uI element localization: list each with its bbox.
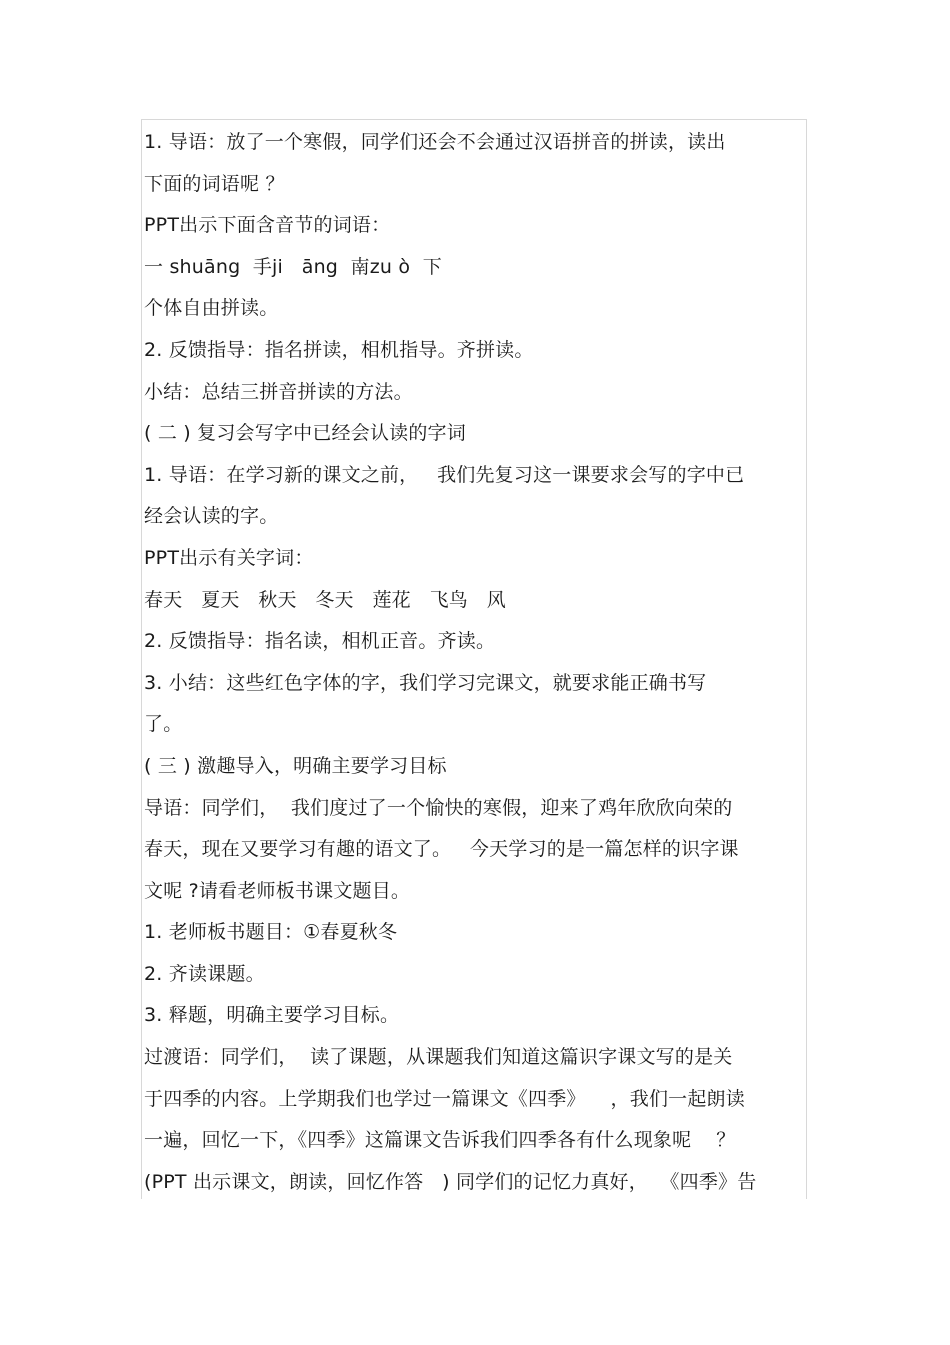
pinyin-line: 一 shuāng 手ji āng 南zu ò 下 <box>144 255 442 278</box>
text-line: 导语：同学们， 我们度过了一个愉快的寒假，迎来了鸡年欣欣向荣的 <box>144 796 733 819</box>
text-line: 2. 齐读课题。 <box>144 962 265 985</box>
text-line: 1. 老师板书题目：①春夏秋冬 <box>144 921 398 944</box>
text-line: 个体自由拼读。 <box>144 297 279 320</box>
text-line: 春天，现在又要学习有趣的语文了。 今天学习的是一篇怎样的识字课 <box>144 838 739 861</box>
word-list-line: 春天 夏天 秋天 冬天 莲花 飞鸟 风 <box>144 588 506 611</box>
text-line: 1. 导语：放了一个寒假，同学们还会不会通过汉语拼音的拼读，读出 <box>144 131 726 153</box>
text-line: 文呢 ?请看老师板书课文题目。 <box>144 879 411 902</box>
text-line: 于四季的内容。上学期我们也学过一篇课文《四季》 ，我们一起朗读 <box>144 1087 745 1110</box>
text-line: 经会认读的字。 <box>144 505 279 528</box>
text-line: PPT出示有关字词： <box>144 546 314 569</box>
text-line: 3. 释题，明确主要学习目标。 <box>144 1004 400 1027</box>
text-line: 小结：总结三拼音拼读的方法。 <box>144 380 413 403</box>
section-heading: ( 三 ) 激趣导入，明确主要学习目标 <box>144 754 447 777</box>
section-heading: ( 二 ) 复习会写字中已经会认读的字词 <box>144 422 466 445</box>
text-line: (PPT 出示课文，朗读，回忆作答 ) 同学们的记忆力真好， 《四季》告 <box>144 1170 757 1193</box>
text-line: 3. 小结：这些红色字体的字，我们学习完课文，就要求能正确书写 <box>144 671 707 694</box>
text-line: 了。 <box>144 713 183 736</box>
text-line: 2. 反馈指导：指名拼读，相机指导。齐拼读。 <box>144 338 534 361</box>
text-line: PPT出示下面含音节的词语： <box>144 214 391 237</box>
document-body <box>144 122 804 1203</box>
text-line: 过渡语：同学们， 读了课题，从课题我们知道这篇识字课文写的是关 <box>144 1046 733 1069</box>
text-line: 2. 反馈指导：指名读，相机正音。齐读。 <box>144 630 496 653</box>
text-line: 一遍，回忆一下，《四季》这篇课文告诉我们四季各有什么现象呢 ？ <box>144 1129 736 1152</box>
text-line: 1. 导语：在学习新的课文之前， 我们先复习这一课要求会写的字中已 <box>144 463 745 486</box>
text-line: 下面的词语呢 ？ <box>144 172 285 195</box>
